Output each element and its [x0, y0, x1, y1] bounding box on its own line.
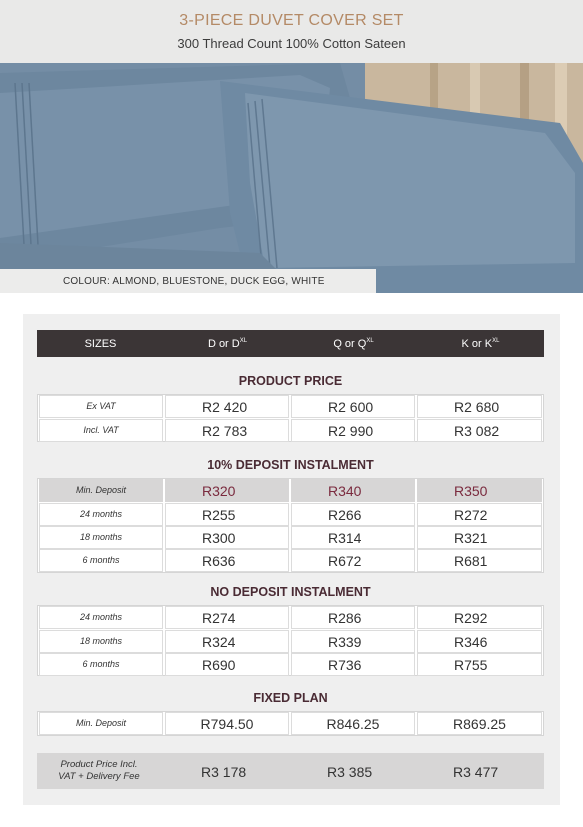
price-cell: R321 — [417, 526, 542, 549]
size-king-base: K or K — [461, 338, 493, 350]
total-price-cell: R3 385 — [327, 764, 373, 780]
row-label: 6 months — [39, 653, 163, 676]
sizes-header-bar — [37, 330, 544, 357]
product-price-table — [37, 394, 544, 442]
price-cell: R274 — [165, 606, 289, 629]
price-cell: R324 — [165, 630, 289, 653]
table-row — [38, 395, 543, 418]
size-king — [417, 338, 544, 350]
table-row — [38, 526, 543, 549]
price-cell: R2 990 — [291, 419, 415, 442]
price-cell: R681 — [417, 549, 542, 572]
page-title: 3-PIECE DUVET COVER SET — [179, 12, 404, 29]
row-label: Incl. VAT — [39, 419, 163, 442]
product-photo — [0, 63, 583, 293]
total-label — [43, 759, 155, 783]
price-cell: R846.25 — [291, 712, 415, 735]
sizes-label: SIZES — [84, 338, 117, 350]
price-cell: R672 — [291, 549, 415, 572]
price-cell: R3 082 — [417, 419, 542, 442]
fixed-plan-table — [37, 711, 544, 736]
price-cell: R266 — [291, 503, 415, 526]
deposit-instalment-table — [37, 478, 544, 573]
size-double-sup: XL — [239, 338, 248, 344]
price-cell: R636 — [165, 549, 289, 572]
table-row — [38, 630, 543, 653]
price-cell: R350 — [417, 479, 542, 502]
price-cell: R2 600 — [291, 395, 415, 418]
total-price-row — [37, 753, 544, 789]
price-cell: R255 — [165, 503, 289, 526]
table-row — [38, 503, 543, 526]
size-queen-base: Q or Q — [333, 338, 367, 350]
total-price-cell: R3 178 — [201, 764, 247, 780]
section-title-product-price: PRODUCT PRICE — [238, 374, 343, 388]
row-label: Min. Deposit — [39, 479, 163, 502]
size-double — [164, 338, 291, 350]
table-row — [38, 549, 543, 572]
price-cell: R2 680 — [417, 395, 542, 418]
row-label: Min. Deposit — [39, 712, 163, 735]
price-cell: R346 — [417, 630, 542, 653]
section-title-fixed-plan: FIXED PLAN — [253, 691, 328, 705]
price-cell: R755 — [417, 653, 542, 676]
table-row — [38, 606, 543, 629]
total-label-line2: VAT + Delivery Fee — [58, 771, 140, 782]
size-queen-sup: XL — [366, 338, 374, 344]
price-cell: R2 783 — [165, 419, 289, 442]
price-cell: R736 — [291, 653, 415, 676]
price-cell: R340 — [291, 479, 415, 502]
price-cell: R272 — [417, 503, 542, 526]
total-price-cell: R3 477 — [453, 764, 499, 780]
header-band — [0, 0, 583, 63]
price-cell: R286 — [291, 606, 415, 629]
size-double-base: D or D — [207, 338, 240, 350]
row-label: 18 months — [39, 526, 163, 549]
section-title-deposit-instalment: 10% DEPOSIT INSTALMENT — [207, 458, 374, 472]
table-row — [38, 712, 543, 735]
row-label: 18 months — [39, 630, 163, 653]
table-row — [38, 479, 543, 502]
total-label-line1: Product Price Incl. — [60, 759, 138, 770]
price-cell: R690 — [165, 653, 289, 676]
price-cell: R320 — [165, 479, 289, 502]
row-label: 24 months — [39, 606, 163, 629]
colour-options: COLOUR: ALMOND, BLUESTONE, DUCK EGG, WHITE — [63, 276, 325, 287]
price-cell: R794.50 — [165, 712, 289, 735]
price-cell: R300 — [165, 526, 289, 549]
section-title-no-deposit-instalment: NO DEPOSIT INSTALMENT — [210, 585, 371, 599]
size-king-sup: XL — [492, 338, 500, 344]
page-subtitle: 300 Thread Count 100% Cotton Sateen — [177, 36, 406, 51]
size-queen — [290, 338, 417, 350]
no-deposit-instalment-table — [37, 605, 544, 676]
price-cell: R869.25 — [417, 712, 542, 735]
price-cell: R314 — [291, 526, 415, 549]
row-label: 24 months — [39, 503, 163, 526]
table-row — [38, 419, 543, 442]
table-row — [38, 653, 543, 676]
row-label: 6 months — [39, 549, 163, 572]
row-label: Ex VAT — [39, 395, 163, 418]
price-cell: R292 — [417, 606, 542, 629]
price-cell: R2 420 — [165, 395, 289, 418]
price-cell: R339 — [291, 630, 415, 653]
